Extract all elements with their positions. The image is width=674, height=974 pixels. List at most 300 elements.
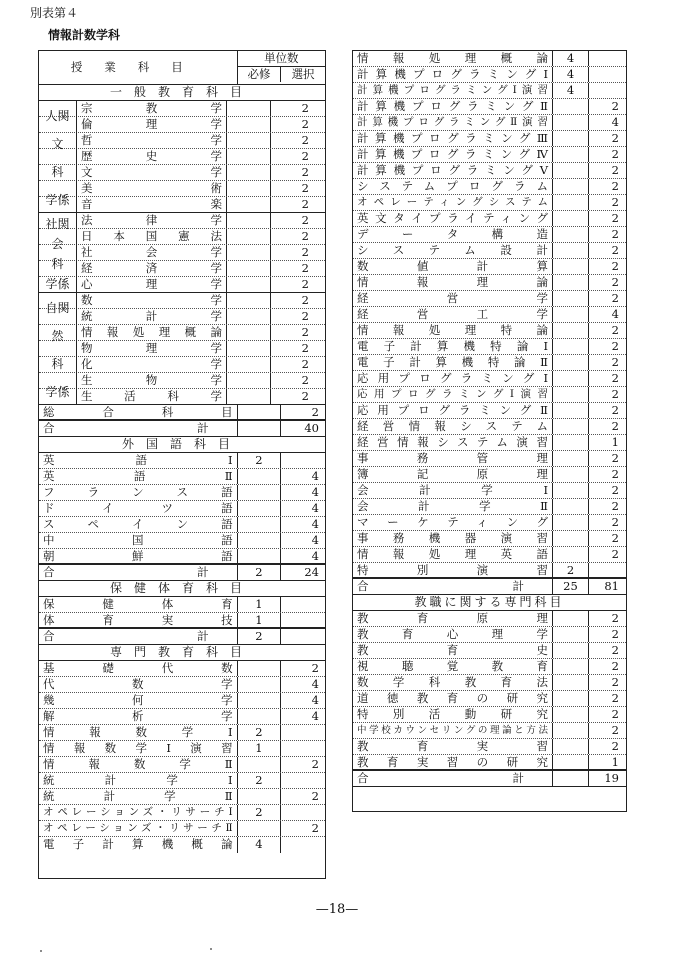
elective-units: 2 — [611, 611, 619, 625]
table-row — [39, 197, 325, 213]
elective-units: 4 — [311, 549, 319, 563]
group-label-char: 人関 — [45, 109, 70, 123]
scan-speck — [40, 950, 42, 952]
table-row — [353, 211, 626, 227]
elective-units: 2 — [611, 323, 619, 337]
elective-units: 2 — [311, 757, 319, 771]
required-units — [553, 243, 589, 258]
elective-units: 4 — [611, 307, 619, 321]
required-units: 4 — [553, 67, 589, 82]
required-units — [553, 451, 589, 466]
required-units — [227, 101, 271, 116]
subject-name: 社会学 — [77, 245, 227, 260]
subject-name: 保健体育 — [39, 597, 238, 612]
table-row — [39, 405, 325, 421]
subject-name: 経営学 — [353, 291, 553, 306]
elective-units: 2 — [301, 229, 309, 243]
table-row — [353, 515, 626, 531]
subject-name: 宗教学 — [77, 101, 227, 116]
table-row — [39, 101, 325, 117]
table-row — [353, 755, 626, 771]
subject-name: 計算機プログラミングⅡ演習 — [353, 115, 553, 130]
elective-units: 2 — [611, 627, 619, 641]
subject-name: 英語Ⅰ — [39, 453, 238, 468]
elective-units: 2 — [611, 691, 619, 705]
subject-name: 電子計算機特論Ⅰ — [353, 339, 553, 354]
subject-name: 事務機器演習 — [353, 531, 553, 546]
section-title: 外国語科目 — [121, 437, 242, 451]
table-row — [39, 725, 325, 741]
elective-units: 40 — [304, 421, 319, 435]
table-row — [39, 229, 325, 245]
table-row — [39, 357, 325, 373]
section-header — [39, 85, 325, 101]
required-units: 2 — [238, 629, 282, 644]
subject-name: 心理学 — [77, 277, 227, 292]
subject-name: 情報処理英語 — [353, 547, 553, 562]
required-units — [227, 325, 271, 340]
elective-units: 2 — [301, 389, 309, 403]
left-table — [38, 50, 326, 879]
table-row — [353, 227, 626, 243]
table-row — [353, 547, 626, 563]
subject-name: フランス語 — [39, 485, 238, 500]
subject-name: 数学 — [77, 293, 227, 308]
elective-units: 2 — [611, 707, 619, 721]
table-row — [353, 659, 626, 675]
elective-units — [281, 741, 325, 756]
required-units — [227, 309, 271, 324]
subject-name: 情報数学Ⅱ — [39, 757, 238, 772]
required-units — [553, 723, 589, 738]
required-units — [553, 307, 589, 322]
table-row — [353, 147, 626, 163]
required-units — [553, 291, 589, 306]
group-label-char: 学係 — [45, 193, 70, 207]
table-row — [353, 563, 626, 579]
total-row — [39, 421, 325, 437]
header-elective: 選択 — [291, 67, 315, 81]
subject-name: 計算機プログラミングⅤ — [353, 163, 553, 178]
required-units: 2 — [238, 773, 282, 788]
table-row — [353, 531, 626, 547]
elective-units: 2 — [611, 131, 619, 145]
group-label — [39, 101, 77, 213]
elective-units: 2 — [611, 211, 619, 225]
subject-name: スペイン語 — [39, 517, 238, 532]
header-units-label: 単位数 — [238, 51, 325, 67]
table-row — [39, 597, 325, 613]
elective-units: 2 — [301, 101, 309, 115]
table-row — [353, 627, 626, 643]
table-row — [39, 325, 325, 341]
subject-name: オペレーティングシステム — [353, 195, 553, 210]
required-units — [238, 821, 282, 836]
elective-units: 2 — [301, 325, 309, 339]
elective-units — [281, 453, 325, 468]
subject-name: 合計 — [39, 421, 238, 436]
subject-name: システムプログラム — [353, 179, 553, 194]
subject-name: 視聴覚教育 — [353, 659, 553, 674]
elective-units: 2 — [611, 451, 619, 465]
required-units — [238, 405, 282, 419]
subject-name: 会計学Ⅰ — [353, 483, 553, 498]
elective-units: 2 — [311, 661, 319, 675]
subject-name: 日本国憲法 — [77, 229, 227, 244]
elective-units: 4 — [311, 709, 319, 723]
subject-name: 特別活動研究 — [353, 707, 553, 722]
elective-units: 2 — [301, 213, 309, 227]
elective-units: 4 — [311, 501, 319, 515]
subject-name: 統計学Ⅱ — [39, 789, 238, 804]
subject-name: 経営工学 — [353, 307, 553, 322]
elective-units: 4 — [611, 115, 619, 129]
table-row — [353, 323, 626, 339]
group-label — [39, 213, 77, 293]
table-row — [39, 805, 325, 821]
required-units — [553, 531, 589, 546]
required-units — [553, 355, 589, 370]
total-row — [39, 629, 325, 645]
subject-name: 計算機プログラミングⅡ — [353, 99, 553, 114]
required-units — [227, 165, 271, 180]
required-units: 25 — [553, 579, 589, 594]
table-row — [353, 67, 626, 83]
required-units — [553, 691, 589, 706]
subject-name: 応用プログラミングⅠ演習 — [353, 387, 553, 402]
required-units — [553, 675, 589, 690]
section-header — [39, 581, 325, 597]
table-row — [39, 789, 325, 805]
elective-units: 2 — [611, 259, 619, 273]
subject-name: 情報数学Ⅰ — [39, 725, 238, 740]
table-row — [39, 293, 325, 309]
required-units — [227, 277, 271, 292]
required-units — [227, 373, 271, 388]
elective-units — [589, 83, 625, 98]
required-units — [227, 293, 271, 308]
subject-name: 教育実習 — [353, 739, 553, 754]
elective-units: 4 — [311, 485, 319, 499]
required-units — [238, 693, 282, 708]
elective-units: 24 — [304, 565, 319, 579]
table-row — [39, 453, 325, 469]
required-units — [553, 547, 589, 562]
elective-units — [281, 725, 325, 740]
elective-units: 4 — [311, 677, 319, 691]
elective-units: 2 — [611, 483, 619, 497]
subject-name: 特別演習 — [353, 563, 553, 577]
table-row — [39, 773, 325, 789]
required-units — [227, 261, 271, 276]
required-units: 4 — [553, 51, 589, 66]
elective-units: 2 — [611, 499, 619, 513]
required-units — [227, 133, 271, 148]
subject-name: 経済学 — [77, 261, 227, 276]
table-row — [39, 613, 325, 629]
elective-units: 2 — [611, 387, 619, 401]
subject-name: 応用プログラミングⅡ — [353, 403, 553, 418]
header-row — [39, 51, 325, 85]
department-title: 情報計数学科 — [48, 28, 121, 42]
subject-name: マーケティング — [353, 515, 553, 530]
subject-name: 代数学 — [39, 677, 238, 692]
subject-name: 情報処理特論 — [353, 323, 553, 338]
group-label — [39, 293, 77, 405]
group-block-social — [39, 213, 325, 293]
page-label: 別表第４ — [30, 6, 79, 20]
required-units: 2 — [238, 725, 282, 740]
required-units: 2 — [238, 805, 282, 820]
required-units — [553, 627, 589, 642]
table-row — [353, 195, 626, 211]
table-row — [39, 757, 325, 773]
elective-units: 2 — [611, 723, 619, 737]
required-units — [227, 245, 271, 260]
required-units — [238, 661, 282, 676]
elective-units — [589, 67, 625, 82]
elective-units — [281, 837, 325, 853]
table-row — [353, 99, 626, 115]
required-units — [238, 757, 282, 772]
section-title: 保健体育科目 — [109, 581, 254, 595]
subject-name: 解析学 — [39, 709, 238, 724]
subject-name: 合計 — [39, 565, 238, 580]
elective-units: 2 — [301, 133, 309, 147]
required-units — [553, 467, 589, 482]
required-units — [238, 789, 282, 804]
required-units — [227, 181, 271, 196]
elective-units: 2 — [611, 355, 619, 369]
table-row — [39, 117, 325, 133]
table-row — [353, 643, 626, 659]
table-row — [353, 435, 626, 451]
table-row — [39, 133, 325, 149]
group-label-char: 科 — [51, 165, 64, 179]
required-units — [553, 739, 589, 754]
elective-units: 2 — [301, 277, 309, 291]
elective-units: 2 — [301, 373, 309, 387]
section-header — [353, 595, 626, 611]
required-units — [238, 421, 282, 436]
elective-units: 2 — [311, 789, 319, 803]
elective-units: 2 — [611, 643, 619, 657]
table-row — [39, 373, 325, 389]
group-label-char: 然 — [51, 329, 64, 343]
subject-name: 総合科目 — [39, 405, 238, 419]
elective-units: 2 — [611, 659, 619, 673]
table-row — [39, 485, 325, 501]
subject-name: オペレーションズ・リサーチⅡ — [39, 821, 238, 836]
required-units — [553, 707, 589, 722]
section-title: 教職に関する専門科目 — [414, 595, 565, 609]
subject-name: 情報処理概論 — [77, 325, 227, 340]
subject-name: 幾何学 — [39, 693, 238, 708]
page-number: —18— — [315, 902, 359, 917]
subject-name: 教育史 — [353, 643, 553, 658]
table-row — [353, 339, 626, 355]
required-units — [553, 179, 589, 194]
elective-units: 2 — [311, 405, 319, 419]
required-units — [227, 357, 271, 372]
subject-name: 英文タイプライティング — [353, 211, 553, 226]
subject-name: 教育原理 — [353, 611, 553, 626]
subject-name: 合計 — [39, 629, 238, 644]
table-row — [39, 469, 325, 485]
subject-name: 統計学Ⅰ — [39, 773, 238, 788]
required-units — [227, 389, 271, 404]
elective-units: 4 — [311, 693, 319, 707]
required-units: 1 — [238, 613, 282, 627]
subject-name: 会計学Ⅱ — [353, 499, 553, 514]
required-units: 1 — [238, 741, 282, 756]
group-label-char: 科 — [51, 257, 64, 271]
required-units — [238, 677, 282, 692]
group-label-char: 社関 — [45, 217, 70, 231]
elective-units: 2 — [611, 243, 619, 257]
elective-units: 4 — [311, 517, 319, 531]
subject-name: データ構造 — [353, 227, 553, 242]
group-label-char: 会 — [51, 237, 64, 251]
elective-units: 2 — [611, 163, 619, 177]
subject-name: 物理学 — [77, 341, 227, 356]
subject-name: 計算機プログラミングⅢ — [353, 131, 553, 146]
required-units — [553, 403, 589, 418]
subject-name: 生物学 — [77, 373, 227, 388]
subject-name: オペレーションズ・リサーチⅠ — [39, 805, 238, 820]
group-block-humanities — [39, 101, 325, 213]
elective-units: 81 — [604, 579, 619, 593]
group-block-natural — [39, 293, 325, 405]
section-header — [39, 437, 325, 453]
table-row — [39, 165, 325, 181]
group-label-char: 学係 — [45, 277, 70, 291]
subject-name: 情報数学Ⅰ演習 — [39, 741, 238, 756]
required-units: 1 — [238, 597, 282, 612]
subject-name: 音楽 — [77, 197, 227, 212]
subject-name: ドイツ語 — [39, 501, 238, 516]
table-row — [353, 243, 626, 259]
subject-name: 情報理論 — [353, 275, 553, 290]
elective-units: 1 — [611, 755, 619, 769]
table-row — [39, 533, 325, 549]
subject-name: 体育実技 — [39, 613, 238, 627]
table-row — [39, 501, 325, 517]
table-row — [39, 341, 325, 357]
required-units — [553, 371, 589, 386]
subject-name: 数値計算 — [353, 259, 553, 274]
subject-name: 電子計算機概論 — [39, 837, 238, 853]
subject-name: 哲学 — [77, 133, 227, 148]
table-row — [39, 549, 325, 565]
required-units — [553, 771, 589, 786]
total-row — [353, 771, 626, 787]
required-units — [553, 659, 589, 674]
required-units — [227, 117, 271, 132]
elective-units: 2 — [611, 531, 619, 545]
table-row — [39, 677, 325, 693]
required-units — [553, 643, 589, 658]
elective-units: 19 — [604, 771, 619, 785]
scan-speck — [210, 948, 212, 950]
required-units: 2 — [238, 565, 282, 580]
subject-name: 教育心理学 — [353, 627, 553, 642]
required-units — [553, 515, 589, 530]
table-row — [353, 355, 626, 371]
elective-units: 2 — [611, 403, 619, 417]
required-units — [553, 131, 589, 146]
table-row — [353, 403, 626, 419]
table-row — [353, 451, 626, 467]
elective-units: 2 — [611, 419, 619, 433]
table-row — [353, 691, 626, 707]
table-row — [353, 291, 626, 307]
subject-name: 計算機プログラミングⅣ — [353, 147, 553, 162]
header-subject: 授業科目 — [39, 51, 238, 84]
group-label-char: 科 — [51, 357, 64, 371]
table-row — [353, 163, 626, 179]
table-row — [353, 723, 626, 739]
subject-name: 経営情報システム演習 — [353, 435, 553, 450]
subject-name: 経営情報システム — [353, 419, 553, 434]
required-units — [238, 533, 282, 548]
table-row — [39, 309, 325, 325]
table-row — [39, 693, 325, 709]
subject-name: 道徳教育の研究 — [353, 691, 553, 706]
elective-units — [589, 563, 625, 577]
subject-name: 化学 — [77, 357, 227, 372]
elective-units: 2 — [301, 117, 309, 131]
table-row — [39, 837, 325, 853]
header-units — [238, 51, 325, 84]
elective-units — [281, 629, 325, 644]
table-row — [39, 261, 325, 277]
subject-name: 倫理学 — [77, 117, 227, 132]
required-units — [553, 195, 589, 210]
subject-name: 計算機プログラミングⅠ — [353, 67, 553, 82]
subject-name: 情報処理概論 — [353, 51, 553, 66]
required-units — [553, 115, 589, 130]
table-row — [39, 245, 325, 261]
required-units — [227, 197, 271, 212]
total-row — [353, 579, 626, 595]
subject-name: 基礎代数 — [39, 661, 238, 676]
elective-units — [589, 51, 625, 66]
subject-name: 美術 — [77, 181, 227, 196]
table-row — [353, 387, 626, 403]
table-row — [353, 259, 626, 275]
required-units — [227, 213, 271, 228]
subject-name: 英語Ⅱ — [39, 469, 238, 484]
required-units — [553, 483, 589, 498]
required-units — [553, 211, 589, 226]
group-label-char: 自関 — [45, 301, 70, 315]
table-row — [353, 179, 626, 195]
elective-units: 2 — [611, 675, 619, 689]
header-subcols — [238, 67, 325, 82]
subject-name: 中学校カウンセリングの理論と方法 — [353, 723, 553, 738]
subject-name: 教育実習の研究 — [353, 755, 553, 769]
elective-units: 2 — [301, 341, 309, 355]
elective-units — [281, 805, 325, 820]
subject-name: 法律学 — [77, 213, 227, 228]
table-row — [39, 181, 325, 197]
section-title: 専門教育科目 — [109, 645, 254, 659]
elective-units: 2 — [611, 147, 619, 161]
elective-units: 2 — [611, 99, 619, 113]
required-units — [553, 435, 589, 450]
table-row — [353, 499, 626, 515]
